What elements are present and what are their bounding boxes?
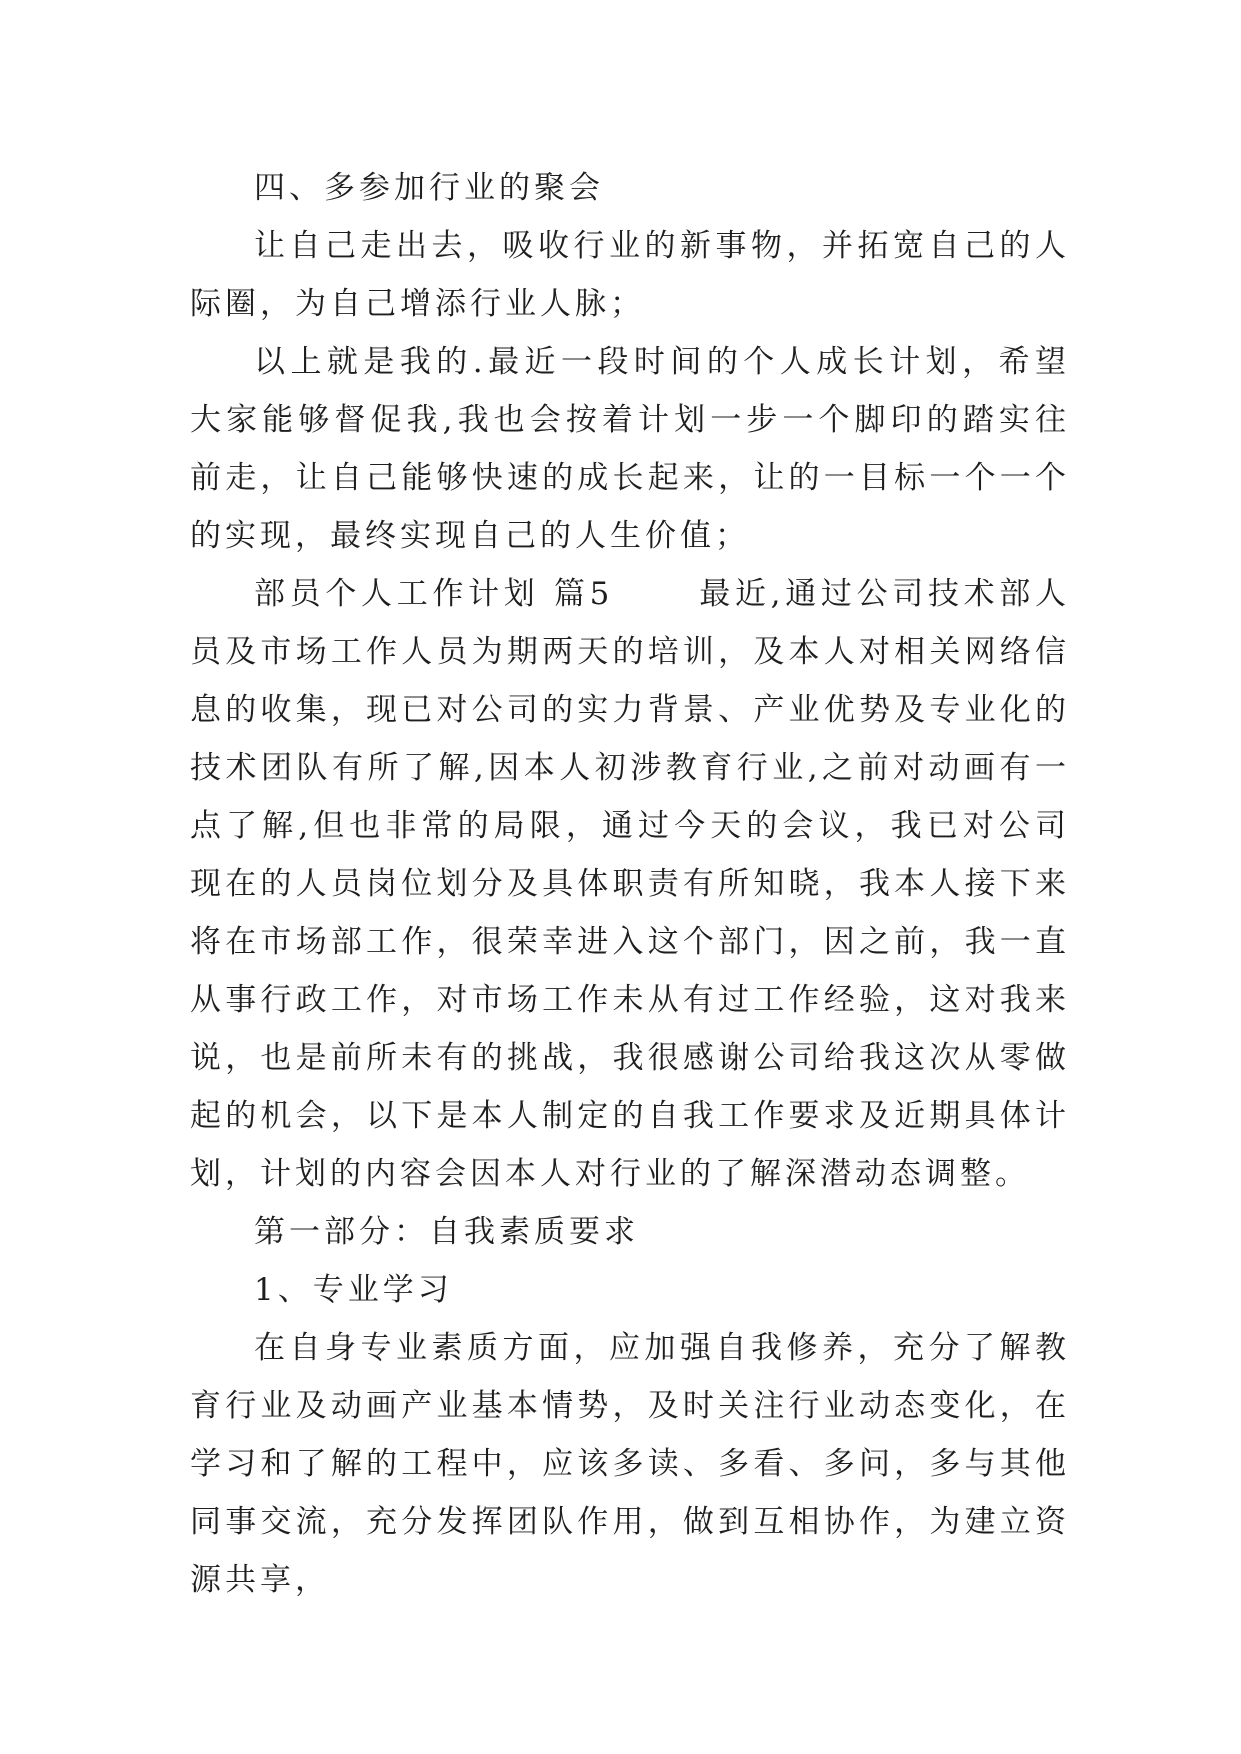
paragraph-growth-plan-summary: 以上就是我的.最近一段时间的个人成长计划，希望大家能够督促我,我也会按着计划一步一个脚印的踏实往前走，让自己能够快速的成长起来，让的一目标一个一个的实现，最终实现自己的人生价值； — [190, 344, 1070, 554]
paragraph-go-out: 让自己走出去，吸收行业的新事物，并拓宽自己的人际圈，为自己增添行业人脉； — [190, 228, 1070, 322]
section-heading-self-quality: 第一部分：自我素质要求 — [254, 1214, 639, 1250]
paragraph-work-plan-intro: 部员个人工作计划 篇5 最近,通过公司技术部人员及市场工作人员为期两天的培训，及本人对相关网络信息的收集，现已对公司的实力背景、产业优势及专业化的技术团队有所了解,因本人初涉教育行业,之前对动画有一点了解,但也非常的局限，通过今天的会议，我已对公司现在的人员岗位划分及具体职责有所知晓，我本人接下来将在市场部工作，很荣幸进入这个部门，因之前，我一直从事行政工作，对市场工作未从有过工作经验，这对我来说，也是前所未有的挑战，我很感谢公司给我这次从零做起的机会，以下是本人制定的自我工作要求及近期具体计划，计划的内容会因本人对行业的了解深潜动态调整。 — [190, 576, 1070, 1192]
section-heading-industry-gatherings: 四、多参加行业的聚会 — [254, 170, 604, 206]
subsection-heading-professional-study: 1、专业学习 — [254, 1272, 453, 1308]
document-body — [190, 159, 1070, 1609]
paragraph-professional-study: 在自身专业素质方面，应加强自我修养，充分了解教育行业及动画产业基本情势，及时关注行业动态变化，在学习和了解的工程中，应该多读、多看、多问，多与其他同事交流，充分发挥团队作用，做到互相协作，为建立资源共享， — [190, 1330, 1070, 1598]
